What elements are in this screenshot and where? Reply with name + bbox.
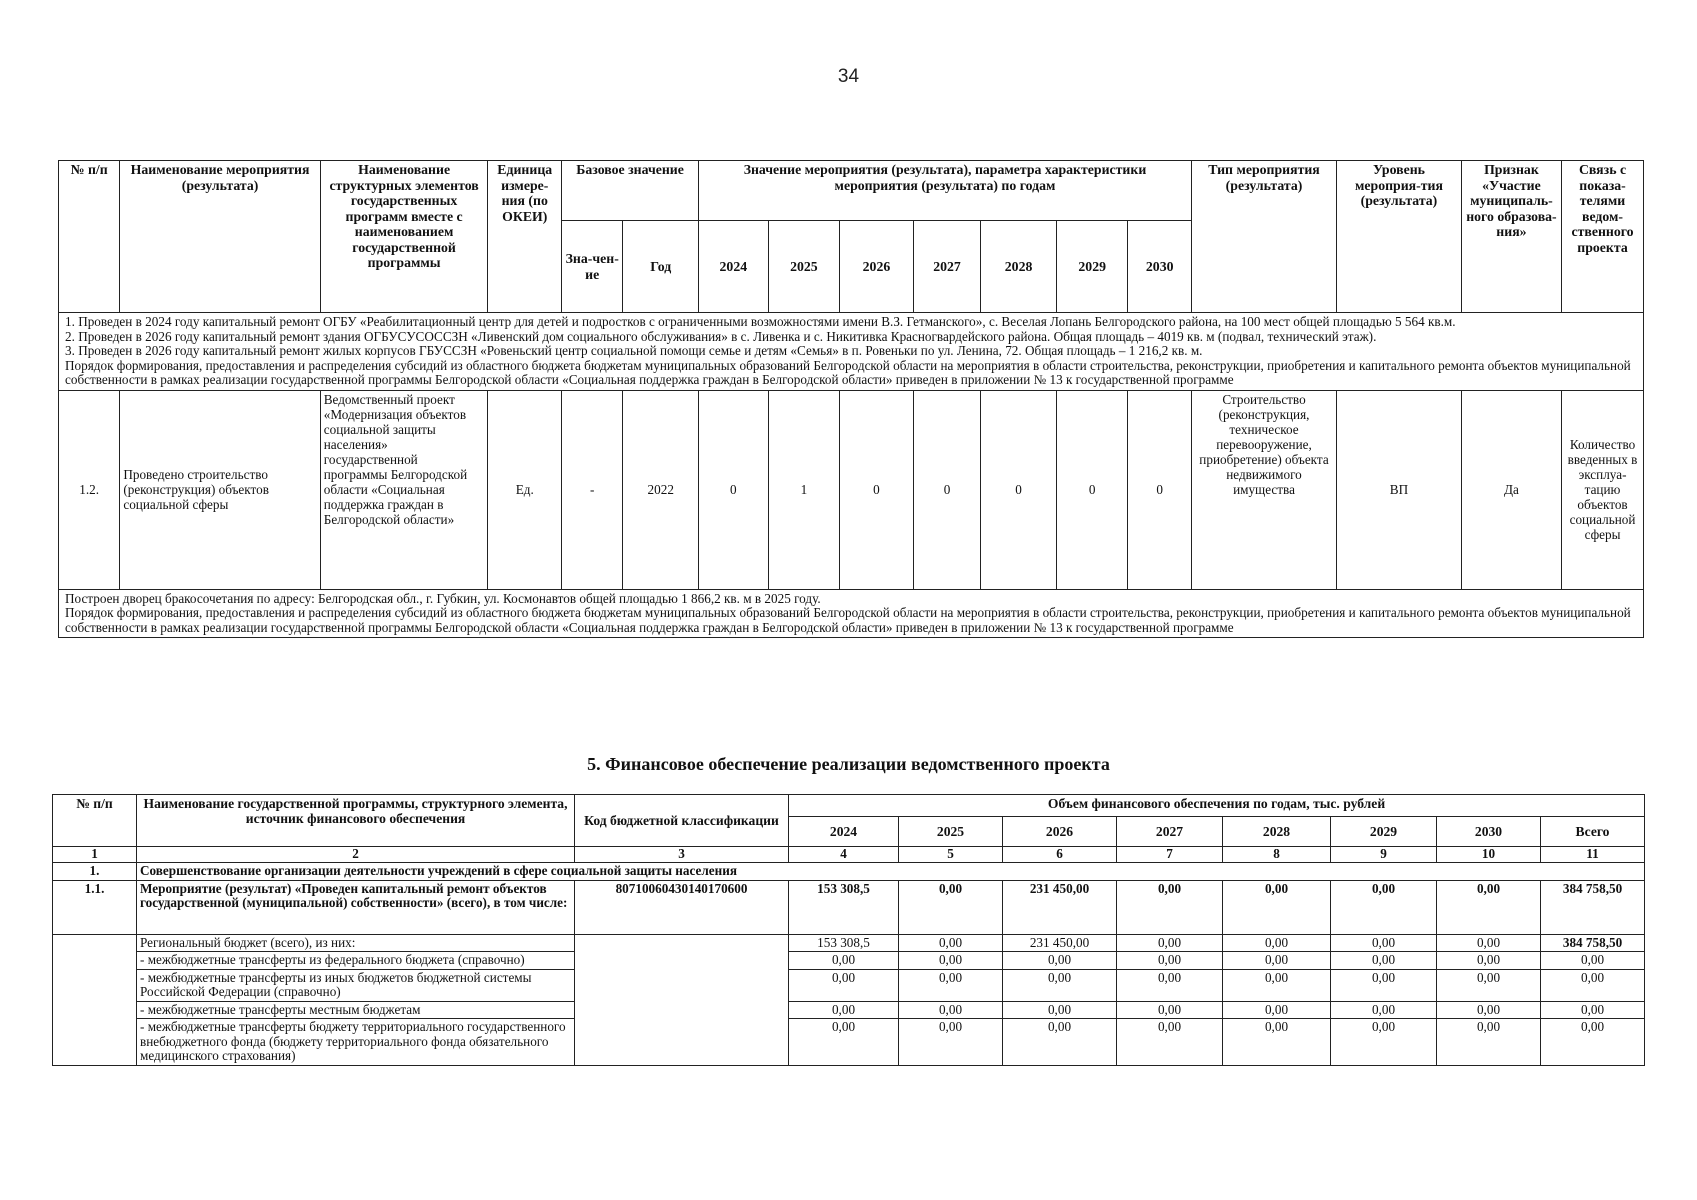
note-paragraph: 2. Проведен в 2026 году капитальный ремонт здания ОГБУСУСОССЗН «Ливенский дом социального обслуживания» в с. Ливенка и с. Никитивка Красногвардейского района. Общая площадь – 4019 кв. м (подвал, технический этаж). bbox=[65, 328, 1377, 344]
header-name: Наименование мероприятия (результата) bbox=[120, 161, 320, 313]
header-year: 2028 bbox=[981, 221, 1057, 313]
header-base: Базовое значение bbox=[562, 161, 699, 221]
row-value: 0,00 bbox=[789, 969, 899, 1001]
row-value: 0,00 bbox=[1223, 1019, 1331, 1066]
row-name: - межбюджетные трансферты из федерального бюджета (справочно) bbox=[137, 952, 575, 970]
header-num: № п/п bbox=[53, 795, 137, 847]
column-number: 4 bbox=[789, 847, 899, 863]
empty-cell bbox=[53, 934, 137, 1065]
project-results-table bbox=[58, 160, 1644, 638]
note-paragraph: Порядок формирования, предоставления и распределения субсидий из областного бюджета бюджетам муниципальных образований Белгородской области на мероприятия в области строительства, реконструкции, приобретения и капитального ремонта объектов муниципальной собственности в рамках реализации государственной программы Белгородской области «Социальная поддержка граждан в Белгородской области» приведен в приложении № 13 к государственной программе bbox=[65, 605, 1631, 635]
row-value: 0,00 bbox=[1223, 952, 1331, 970]
row-value: 231 450,00 bbox=[1003, 934, 1117, 952]
row-base-year: 2022 bbox=[623, 390, 699, 589]
row-unit: Ед. bbox=[488, 390, 562, 589]
row-value: 0,00 bbox=[1331, 1001, 1437, 1019]
row-value: 0,00 bbox=[899, 934, 1003, 952]
row-value: 0,00 bbox=[1331, 934, 1437, 952]
row-municipal: Да bbox=[1461, 390, 1561, 589]
column-number: 11 bbox=[1541, 847, 1645, 863]
row-value: 0 bbox=[913, 390, 980, 589]
row-value: 0,00 bbox=[1437, 952, 1541, 970]
row-name: Мероприятие (результат) «Проведен капитальный ремонт объектов государственной (муниципальной) собственности» (всего), в том числе: bbox=[137, 880, 575, 934]
header-year: 2030 bbox=[1128, 221, 1191, 313]
row-value: 0,00 bbox=[1223, 934, 1331, 952]
row-value: 0,00 bbox=[899, 969, 1003, 1001]
row-total: 0,00 bbox=[1541, 1001, 1645, 1019]
row-name: - межбюджетные трансферты бюджету территориального государственного внебюджетного фонда (бюджету территориального фонда обязательного медицинского страхования) bbox=[137, 1019, 575, 1066]
header-municipal: Признак «Участие муниципаль-ного образова-ния» bbox=[1461, 161, 1561, 313]
table-row bbox=[59, 390, 1644, 589]
row-value: 0,00 bbox=[899, 952, 1003, 970]
row-total: 0,00 bbox=[1541, 1019, 1645, 1066]
column-number: 1 bbox=[53, 847, 137, 863]
row-value: 0,00 bbox=[1117, 934, 1223, 952]
row-value: 0,00 bbox=[899, 880, 1003, 934]
section-title: 5. Финансовое обеспечение реализации ведомственного проекта bbox=[587, 754, 1110, 774]
header-year: 2027 bbox=[913, 221, 980, 313]
header-year: 2029 bbox=[1331, 817, 1437, 847]
column-number: 9 bbox=[1331, 847, 1437, 863]
row-code: 80710060430140170600 bbox=[575, 880, 789, 934]
row-value: 0,00 bbox=[1331, 952, 1437, 970]
note-paragraph: Построен дворец бракосочетания по адресу: Белгородская обл., г. Губкин, ул. Космонавтов общей площадью 1 866,2 кв. м в 2025 году. bbox=[65, 590, 821, 606]
row-value: 153 308,5 bbox=[789, 934, 899, 952]
column-number-row bbox=[53, 847, 1645, 863]
header-unit: Единица измере-ния (по ОКЕИ) bbox=[488, 161, 562, 313]
column-number: 5 bbox=[899, 847, 1003, 863]
row-value: 0,00 bbox=[789, 1001, 899, 1019]
row-value: 0,00 bbox=[1223, 880, 1331, 934]
header-base-value: Зна-чен-ие bbox=[562, 221, 623, 313]
header-base-year: Год bbox=[623, 221, 699, 313]
header-values-by-year: Значение мероприятия (результата), параметра характеристики мероприятия (результата) по годам bbox=[699, 161, 1192, 221]
row-value: 0,00 bbox=[1003, 952, 1117, 970]
row-value: 0 bbox=[1128, 390, 1191, 589]
row-num: 1.1. bbox=[53, 880, 137, 934]
row-num: 1.2. bbox=[59, 390, 120, 589]
row-value: 153 308,5 bbox=[789, 880, 899, 934]
row-value: 0 bbox=[981, 390, 1057, 589]
row-link: Количество введенных в эксплуа-тацию объектов социальной сферы bbox=[1562, 390, 1644, 589]
table-row bbox=[53, 1001, 1645, 1019]
row-value: 0,00 bbox=[1117, 880, 1223, 934]
header-year: 2024 bbox=[699, 221, 769, 313]
header-year: 2030 bbox=[1437, 817, 1541, 847]
row-name: - межбюджетные трансферты из иных бюджетов бюджетной системы Российской Федерации (справочно) bbox=[137, 969, 575, 1001]
row-value: 0,00 bbox=[1117, 952, 1223, 970]
note-paragraph: 1. Проведен в 2024 году капитальный ремонт ОГБУ «Реабилитационный центр для детей и подростков с ограниченными возможностями имени В.З. Гетманского», с. Веселая Лопань Белгородского района, на 100 мест общей площадью 5 564 кв.м. bbox=[65, 314, 1456, 329]
row-base-value: - bbox=[562, 390, 623, 589]
row-value: 0,00 bbox=[899, 1019, 1003, 1066]
header-year: 2026 bbox=[840, 221, 914, 313]
column-number: 2 bbox=[137, 847, 575, 863]
row-value: 0,00 bbox=[1003, 1019, 1117, 1066]
row-total: 384 758,50 bbox=[1541, 880, 1645, 934]
column-number: 3 bbox=[575, 847, 789, 863]
row-name: Региональный бюджет (всего), из них: bbox=[137, 934, 575, 952]
row-total: 0,00 bbox=[1541, 952, 1645, 970]
row-value: 0,00 bbox=[1331, 969, 1437, 1001]
row-value: 0,00 bbox=[899, 1001, 1003, 1019]
row-value: 231 450,00 bbox=[1003, 880, 1117, 934]
section-num: 1. bbox=[53, 863, 137, 881]
header-type: Тип мероприятия (результата) bbox=[1191, 161, 1336, 313]
row-value: 0 bbox=[699, 390, 769, 589]
row-name: Проведено строительство (реконструкция) объектов социальной сферы bbox=[120, 390, 320, 589]
row-value: 0 bbox=[840, 390, 914, 589]
header-volume: Объем финансового обеспечения по годам, тыс. рублей bbox=[789, 795, 1645, 817]
row-value: 0,00 bbox=[1331, 880, 1437, 934]
table-row bbox=[53, 1019, 1645, 1066]
header-structural: Наименование структурных элементов государственных программ вместе с наименованием государственной программы bbox=[320, 161, 488, 313]
empty-cell bbox=[575, 934, 789, 1065]
column-number: 8 bbox=[1223, 847, 1331, 863]
section-name: Совершенствование организации деятельности учреждений в сфере социальной защиты населения bbox=[137, 863, 1645, 881]
row-value: 0,00 bbox=[1437, 969, 1541, 1001]
header-name: Наименование государственной программы, структурного элемента, источник финансового обеспечения bbox=[137, 795, 575, 847]
row-value: 0,00 bbox=[1117, 969, 1223, 1001]
row-value: 0,00 bbox=[1117, 1019, 1223, 1066]
row-value: 0,00 bbox=[789, 952, 899, 970]
row-value: 0 bbox=[1056, 390, 1128, 589]
row-value: 0,00 bbox=[1437, 1001, 1541, 1019]
section-row bbox=[53, 863, 1645, 881]
column-number: 7 bbox=[1117, 847, 1223, 863]
row-name: - межбюджетные трансферты местным бюджетам bbox=[137, 1001, 575, 1019]
column-number: 6 bbox=[1003, 847, 1117, 863]
header-num: № п/п bbox=[59, 161, 120, 313]
note-paragraph: 3. Проведен в 2026 году капитальный ремонт жилых корпусов ГБУССЗН «Ровеньский центр социальной помощи семье и детям «Семья» в п. Ровеньки по ул. Ленина, 72. Общая площадь – 1 216,2 кв. м. bbox=[65, 343, 1203, 358]
note-block-2 bbox=[59, 589, 1644, 638]
header-year: 2024 bbox=[789, 817, 899, 847]
header-total: Всего bbox=[1541, 817, 1645, 847]
page-number: 34 bbox=[837, 66, 860, 87]
table-row bbox=[53, 952, 1645, 970]
row-total: 384 758,50 bbox=[1541, 934, 1645, 952]
header-year: 2028 bbox=[1223, 817, 1331, 847]
note-block-1 bbox=[59, 313, 1644, 391]
table-row bbox=[53, 934, 1645, 952]
header-year: 2025 bbox=[899, 817, 1003, 847]
header-year: 2025 bbox=[768, 221, 840, 313]
note-paragraph: Порядок формирования, предоставления и распределения субсидий из областного бюджета бюджетам муниципальных образований Белгородской области на мероприятия в области строительства, реконструкции, приобретения и капитального ремонта объектов муниципальной собственности в рамках реализации государственной программы Белгородской области «Социальная поддержка граждан в Белгородской области» приведен в приложении № 13 к государственной программе bbox=[65, 357, 1631, 387]
header-code: Код бюджетной классификации bbox=[575, 795, 789, 847]
header-level: Уровень мероприя-тия (результата) bbox=[1337, 161, 1462, 313]
row-value: 0,00 bbox=[1223, 1001, 1331, 1019]
header-year: 2027 bbox=[1117, 817, 1223, 847]
row-type: Строительство (реконструкция, техническое перевооружение, приобретение) объекта недвижимого имущества bbox=[1191, 390, 1336, 589]
row-value: 0,00 bbox=[1003, 1001, 1117, 1019]
header-link: Связь с показа-телями ведом-ственного проекта bbox=[1562, 161, 1644, 313]
row-structural: Ведомственный проект «Модернизация объектов социальной защиты населения» государственной программы Белгородской области «Социальная поддержка граждан в Белгородской области» bbox=[320, 390, 488, 589]
table-row bbox=[53, 969, 1645, 1001]
header-year: 2026 bbox=[1003, 817, 1117, 847]
row-value: 1 bbox=[768, 390, 840, 589]
row-value: 0,00 bbox=[1437, 934, 1541, 952]
row-level: ВП bbox=[1337, 390, 1462, 589]
row-value: 0,00 bbox=[1223, 969, 1331, 1001]
header-year: 2029 bbox=[1056, 221, 1128, 313]
row-value: 0,00 bbox=[1331, 1019, 1437, 1066]
table-row bbox=[53, 880, 1645, 934]
row-value: 0,00 bbox=[789, 1019, 899, 1066]
row-total: 0,00 bbox=[1541, 969, 1645, 1001]
financing-table bbox=[52, 794, 1645, 1066]
row-value: 0,00 bbox=[1437, 880, 1541, 934]
row-value: 0,00 bbox=[1437, 1019, 1541, 1066]
row-value: 0,00 bbox=[1117, 1001, 1223, 1019]
column-number: 10 bbox=[1437, 847, 1541, 863]
row-value: 0,00 bbox=[1003, 969, 1117, 1001]
